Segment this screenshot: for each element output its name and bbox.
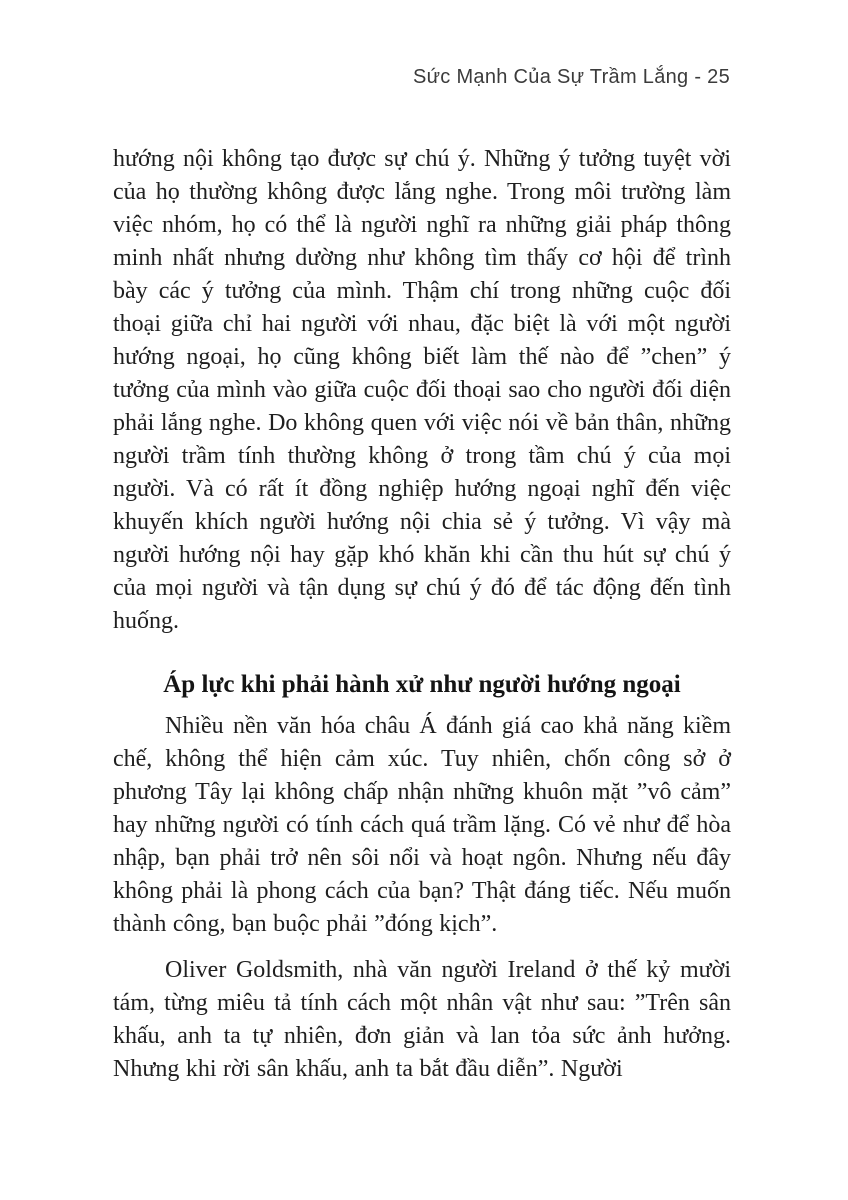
body-paragraph-continued: hướng nội không tạo được sự chú ý. Những ý tưởng tuyệt vời của họ thường không được lắng nghe. Trong môi trường làm việc nhóm, họ có thể là người nghĩ ra những giải pháp thông minh nhất nhưng dường như không tìm thấy cơ hội để trình bày các ý tưởng của mình. Thậm chí trong những cuộc đối thoại giữa chỉ hai người với nhau, đặc biệt là với một người hướng ngoại, họ cũng không biết làm thế nào để ”chen” ý tưởng của mình vào giữa cuộc đối thoại sao cho người đối diện phải lắng nghe. Do không quen với việc nói về bản thân, những người trầm tính thường không ở trong tầm chú ý của mọi người. Và có rất ít đồng nghiệp hướng ngoại nghĩ đến việc khuyến khích người hướng nội chia sẻ ý tưởng. Vì vậy mà người hướng nội hay gặp khó khăn khi cần thu hút sự chú ý của mọi người và tận dụng sự chú ý đó để tác động đến tình huống.: [113, 146, 731, 634]
body-paragraph-pressure: Nhiều nền văn hóa châu Á đánh giá cao khả năng kiềm chế, không thể hiện cảm xúc. Tuy nhiên, chốn công sở ở phương Tây lại không chấp nhận những khuôn mặt ”vô cảm” hay những người có tính cách quá trầm lặng. Có vẻ như để hòa nhập, bạn phải trở nên sôi nổi và hoạt ngôn. Nhưng nếu đây không phải là phong cách của bạn? Thật đáng tiếc. Nếu muốn thành công, bạn buộc phải ”đóng kịch”.: [113, 713, 731, 937]
section-heading: Áp lực khi phải hành xử như người hướng ngoại: [163, 671, 681, 698]
body-paragraph-goldsmith: Oliver Goldsmith, nhà văn người Ireland ở thế kỷ mười tám, từng miêu tả tính cách một nhân vật như sau: ”Trên sân khấu, anh ta tự nhiên, đơn giản và lan tỏa sức ảnh hưởng. Nhưng khi rời sân khấu, anh ta bắt đầu diễn”. Người: [113, 957, 731, 1082]
running-header: Sức Mạnh Của Sự Trầm Lắng - 25: [412, 66, 730, 88]
page-body: [113, 143, 731, 1086]
